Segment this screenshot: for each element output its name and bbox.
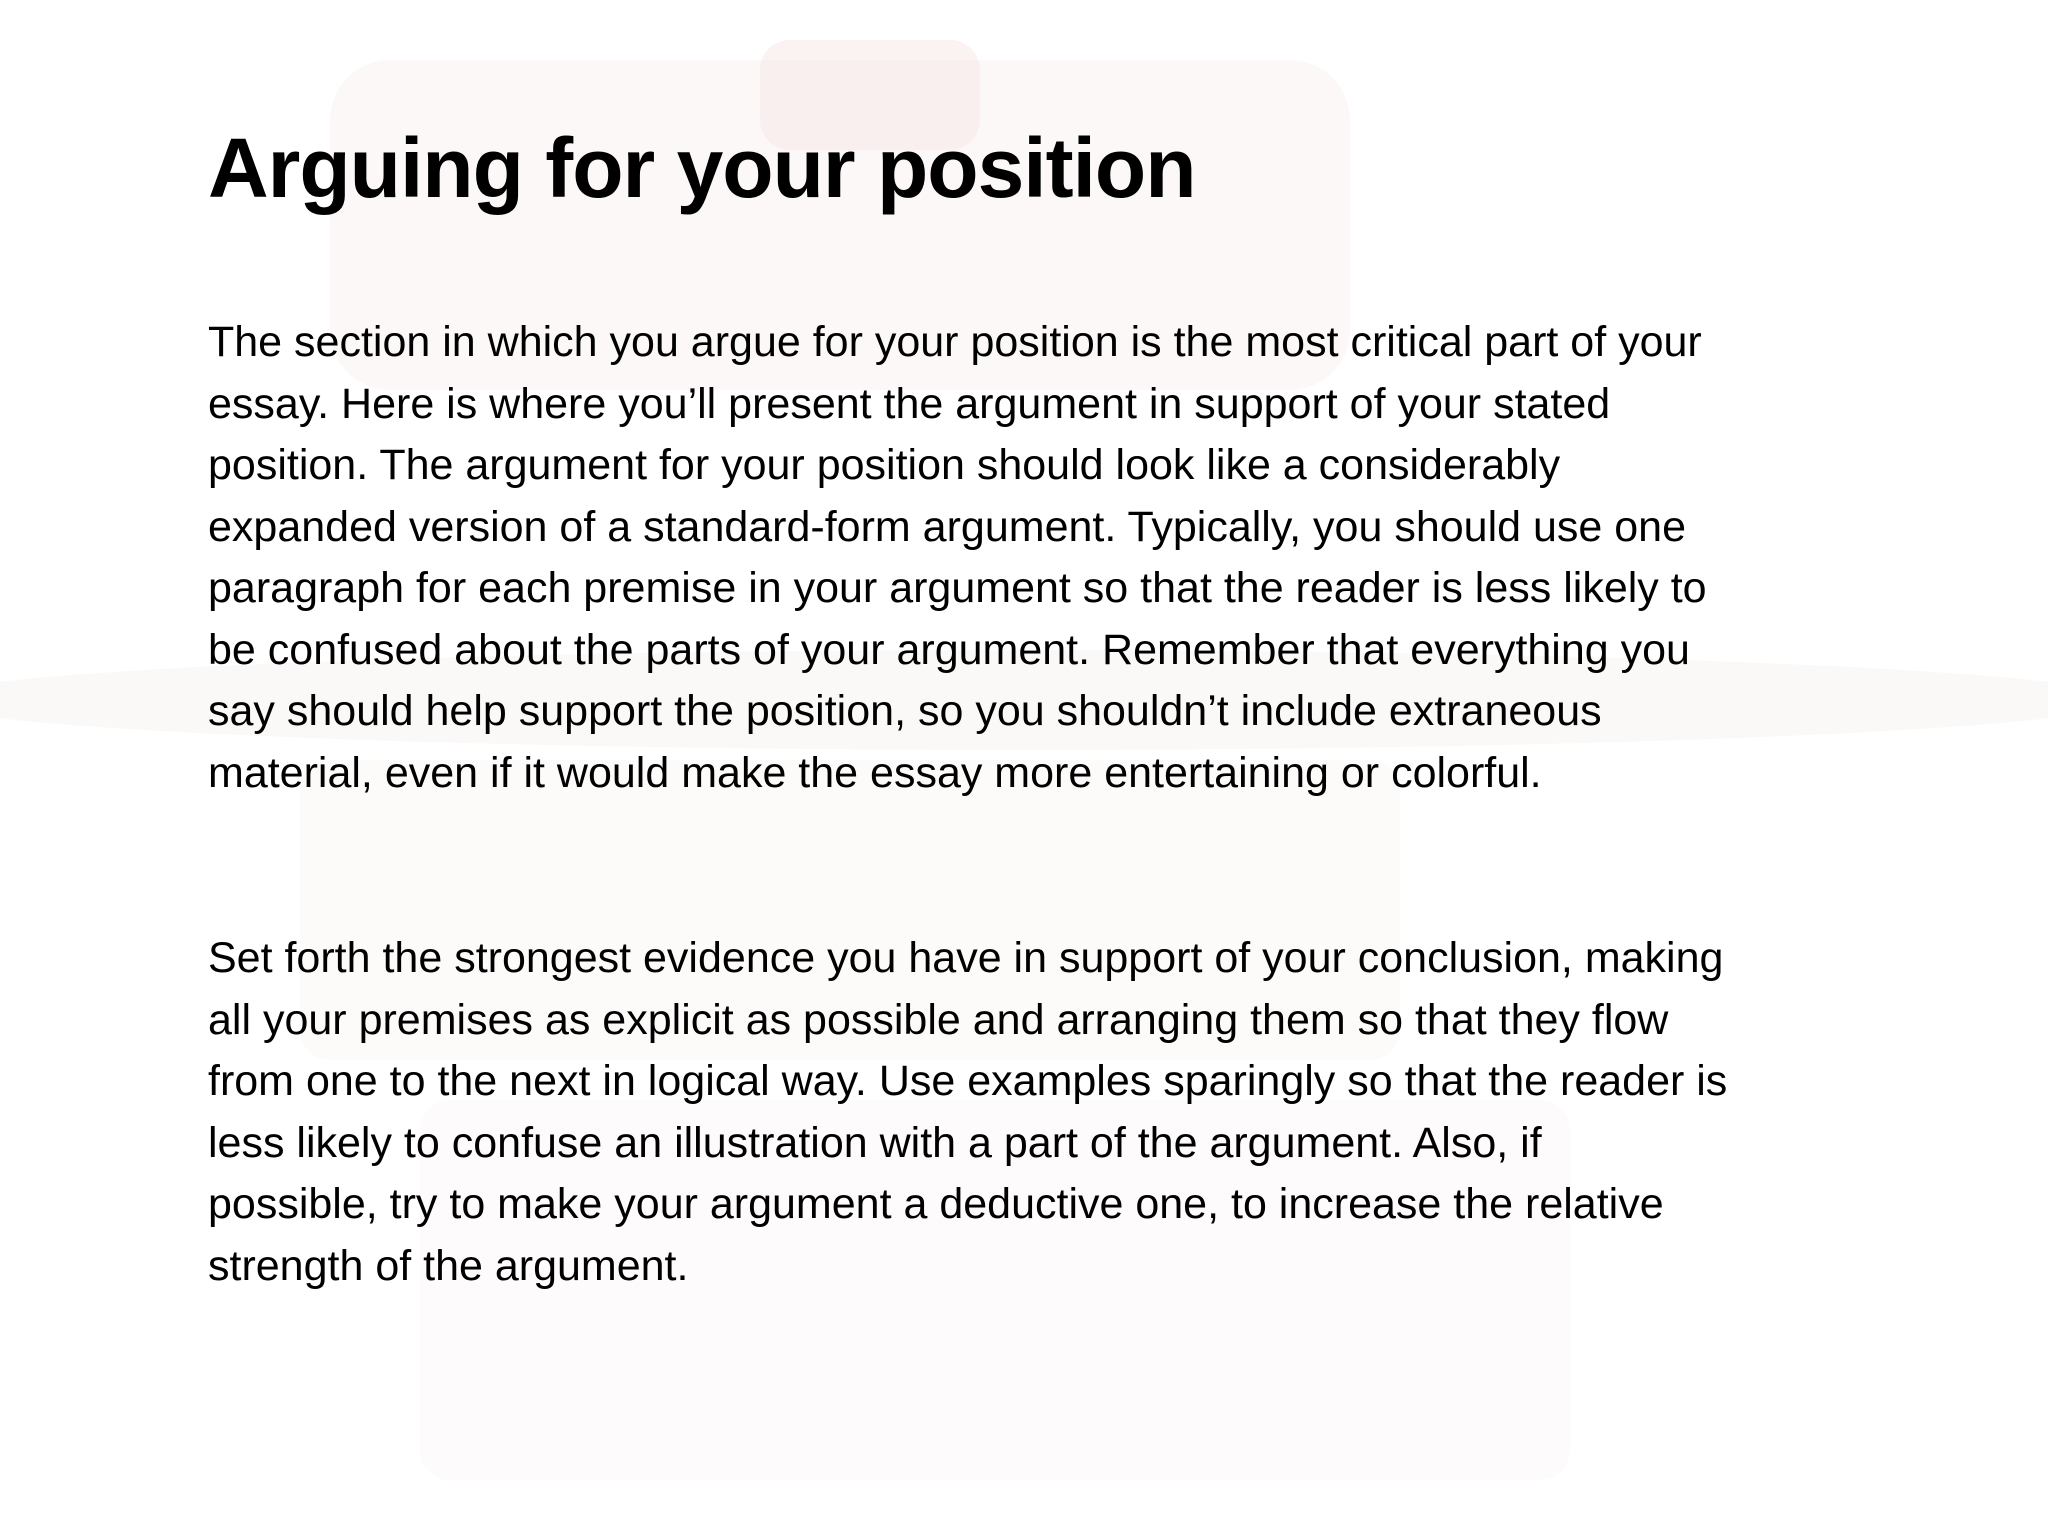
body-paragraph-1: The section in which you argue for your position is the most critical part of your essay. Here is where you’ll present the argument in support of your stated position. The argument for your position should look like a considerably expanded version of a standard-form argument. Typically, you should use one paragraph for each premise in your argument so that the reader is less likely to be confused about the parts of your argument. Remember that everything you say should help support the position, so you shouldn’t include extraneous material, even if it would make the essay more entertaining or colorful. <box>208 318 1707 797</box>
slide-title: Arguing for your position <box>208 121 1196 215</box>
body-paragraph-2: Set forth the strongest evidence you have in support of your conclusion, making all your premises as explicit as possible and arranging them so that they flow from one to the next in logical way. Use examples sparingly so that the reader is less likely to confuse an illustration with a part of the argument. Also, if possible, try to make your argument a deductive one, to increase the relative strength of the argument. <box>208 934 1728 1290</box>
slide-content <box>208 118 1908 1297</box>
